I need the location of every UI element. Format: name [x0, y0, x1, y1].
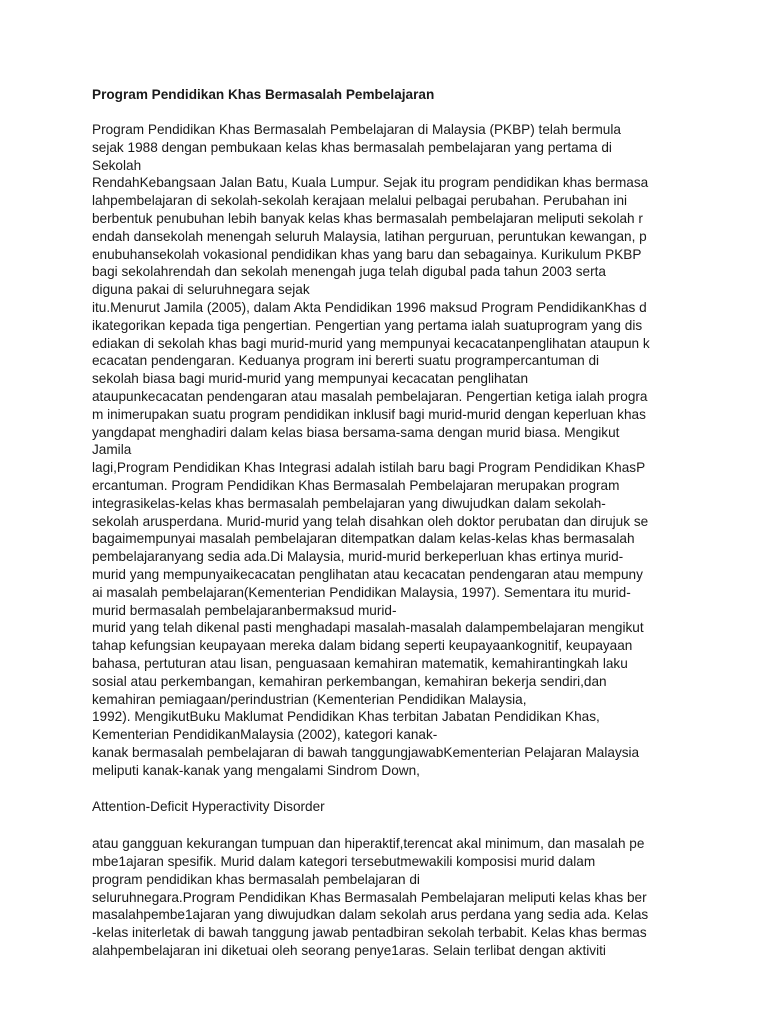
text-line: sekolah arusperdana. Murid-murid yang telah disahkan oleh doktor perubatan dan dirujuk se	[92, 513, 649, 529]
text-line: sosial atau perkembangan, kemahiran perkembangan, kemahiran bekerja sendiri,dan	[92, 673, 607, 689]
text-line: Kementerian PendidikanMalaysia (2002), kategori kanak-	[92, 727, 438, 743]
text-line: integrasikelas-kelas khas bermasalah pembelajaran yang diwujudkan dalam sekolah-	[92, 495, 606, 511]
text-line: ercantuman. Program Pendidikan Khas Bermasalah Pembelajaran merupakan program	[92, 477, 620, 493]
text-line: seluruhnegara.Program Pendidikan Khas Bermasalah Pembelajaran meliputi kelas khas ber	[92, 889, 647, 905]
text-line: ikategorikan kepada tiga pengertian. Pengertian yang pertama ialah suatuprogram yang dis	[92, 317, 643, 333]
text-line: lagi,Program Pendidikan Khas Integrasi adalah istilah baru bagi Program Pendidikan KhasP	[92, 460, 646, 476]
text-line: sekolah biasa bagi murid-murid yang mempunyai kecacatan penglihatan	[92, 371, 529, 387]
text-line: meliputi kanak-kanak yang mengalami Sindrom Down,	[92, 762, 420, 778]
text-line: endah dansekolah menengah seluruh Malaysia, latihan perguruan, peruntukan kewangan, p	[92, 228, 647, 244]
text-line: ediakan di sekolah khas bagi murid-murid yang mempunyai kecacatanpenglihatan ataupun k	[92, 335, 650, 351]
text-line: ecacatan pendengaran. Keduanya program ini bererti suatu programpercantuman di	[92, 353, 600, 369]
text-line: Jamila	[92, 442, 132, 458]
document-page	[92, 86, 692, 960]
document-title: Program Pendidikan Khas Bermasalah Pembelajaran	[92, 87, 435, 102]
paragraph-3	[92, 835, 692, 960]
text-line: mbe1ajaran spesifik. Murid dalam kategori tersebutmewakili komposisi murid dalam	[92, 854, 596, 870]
text-line: masalahpembe1ajaran yang diwujudkan dalam sekolah arus perdana yang sedia ada. Kelas	[92, 907, 649, 923]
text-line: RendahKebangsaan Jalan Batu, Kuala Lumpur. Sejak itu program pendidikan khas bermasa	[92, 175, 649, 191]
text-line: pembelajaranyang sedia ada.Di Malaysia, murid-murid berkeperluan khas ertinya murid-	[92, 549, 624, 565]
text-line: Attention-Deficit Hyperactivity Disorder	[92, 799, 325, 815]
text-line: -kelas initerletak di bawah tanggung jawab pentadbiran sekolah terbabit. Kelas khas bermas	[92, 925, 647, 941]
text-line: bahasa, pertuturan atau lisan, penguasaan kemahiran matematik, kemahirantingkah laku	[92, 655, 628, 671]
text-line: berbentuk penubuhan lebih banyak kelas khas bermasalah pembelajaran meliputi sekolah r	[92, 210, 643, 226]
text-line: alahpembelajaran ini diketuai oleh seorang penye1aras. Selain terlibat dengan aktiviti	[92, 943, 606, 959]
text-line: program pendidikan khas bermasalah pembelajaran di	[92, 871, 420, 887]
text-line: tahap kefungsian keupayaan mereka dalam bidang seperti keupayaankognitif, keupayaan	[92, 638, 633, 654]
text-line: Program Pendidikan Khas Bermasalah Pembelajaran di Malaysia (PKBP) telah bermula	[92, 122, 621, 137]
text-line: sejak 1988 dengan pembukaan kelas khas bermasalah pembelajaran yang pertama di	[92, 139, 612, 155]
text-line: bagaimempunyai masalah pembelajaran ditempatkan dalam kelas-kelas khas bermasalah	[92, 531, 635, 547]
text-line: bagi sekolahrendah dan sekolah menengah juga telah digubal pada tahun 2003 serta	[92, 264, 606, 280]
text-line: lahpembelajaran di sekolah-sekolah kerajaan melalui pelbagai perubahan. Perubahan ini	[92, 193, 628, 209]
text-line: atau gangguan kekurangan tumpuan dan hiperaktif,terencat akal minimum, dan masalah pe	[92, 836, 645, 852]
text-line: murid yang mempunyaikecacatan penglihatan atau kecacatan pendengaran atau mempuny	[92, 566, 643, 582]
paragraph-2	[92, 798, 692, 816]
text-line: ataupunkecacatan pendengaran atau masalah pembelajaran. Pengertian ketiga ialah progra	[92, 388, 648, 404]
text-line: murid bermasalah pembelajaranbermaksud murid-	[92, 602, 397, 618]
text-line: kanak bermasalah pembelajaran di bawah tanggungjawabKementerian Pelajaran Malaysia	[92, 744, 640, 760]
text-line: murid yang telah dikenal pasti menghadapi masalah-masalah dalampembelajaran mengikut	[92, 620, 644, 636]
text-line: ai masalah pembelajaran(Kementerian Pendidikan Malaysia, 1997). Sementara itu murid-	[92, 584, 631, 600]
text-line: Sekolah	[92, 157, 142, 173]
text-line: itu.Menurut Jamila (2005), dalam Akta Pendidikan 1996 maksud Program PendidikanKhas d	[92, 299, 647, 315]
text-line: diguna pakai di seluruhnegara sejak	[92, 282, 310, 298]
text-line: enubuhansekolah vokasional pendidikan khas yang baru dan sebagainya. Kurikulum PKBP	[92, 246, 642, 262]
text-line: m inimerupakan suatu program pendidikan inklusif bagi murid-murid dengan keperluan khas	[92, 406, 646, 422]
text-line: kemahiran pemiagaan/perindustrian (Kementerian Pendidikan Malaysia,	[92, 691, 527, 707]
paragraph-1	[92, 121, 692, 779]
text-line: 1992). MengikutBuku Maklumat Pendidikan Khas terbitan Jabatan Pendidikan Khas,	[92, 709, 600, 725]
text-line: yangdapat menghadiri dalam kelas biasa bersama-sama dengan murid biasa. Mengikut	[92, 424, 620, 440]
